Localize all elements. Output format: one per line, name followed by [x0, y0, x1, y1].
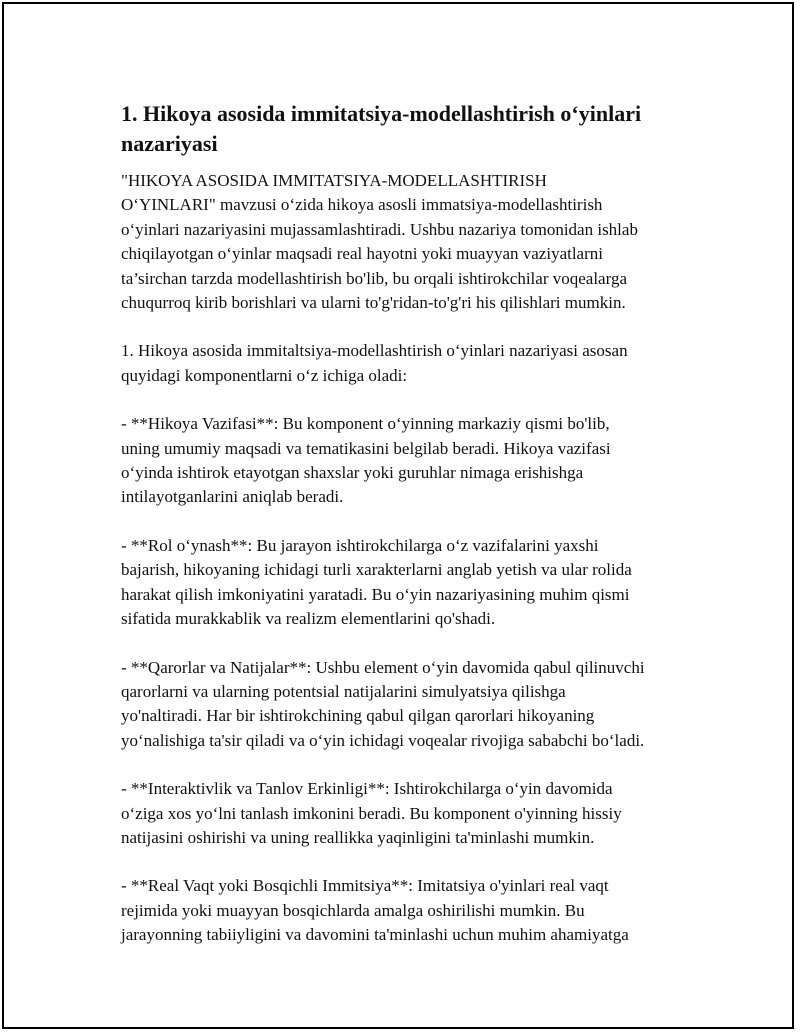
components-intro-paragraph: 1. Hikoya asosida immitaltsiya-modellashtirish o‘yinlari nazariyasi asosan quyidagi komponentlarni o‘z ichiga oladi:	[121, 341, 628, 385]
document-title: 1. Hikoya asosida immitatsiya-modellashtirish o‘yinlari nazariyasi	[121, 101, 642, 156]
component-role-play: - **Rol o‘ynash**: Bu jarayon ishtirokchilarga o‘z vazifalarini yaxshi bajarish, hikoyaning ichidagi turli xarakterlarni anglab yetish va ular rolida harakat qilish imkoniyatini yaratadi. Bu o‘yin nazariyasining muhim qismi sifatida murakkablik va realizm elementlarini qo'shadi.	[121, 535, 632, 629]
page-frame	[2, 2, 794, 1029]
component-story-task: - **Hikoya Vazifasi**: Bu komponent o‘yinning markaziy qismi bo'lib, uning umumiy maqsadi va tematikasini belgilab beradi. Hikoya vazifasi o‘yinda ishtirok etayotgan shaxslar yoki guruhlar nimaga erishishga intilayotganlarini aniqlab beradi.	[121, 414, 611, 507]
document-body	[121, 99, 701, 972]
intro-paragraph: "HIKOYA ASOSIDA IMMITATSIYA-MODELLASHTIRISH O‘YINLARI" mavzusi o‘zida hikoya asosli immatsiya-modellashtirish o‘yinlari nazariyasini mujassamlashtiradi. Ushbu nazariya tomonidan ishlab chiqilayotgan o‘yinlar maqsadi real hayotni yoki muayyan vaziyatlarni ta’sirchan tarzda modellashtirish bo'lib, bu orqali ishtirokchilar voqealarga chuqurroq kirib borishlari va ularni to'g'ridan-to'g'ri his qilishlari mumkin.	[121, 171, 638, 313]
component-real-time: - **Real Vaqt yoki Bosqichli Immitsiya**: Imitatsiya o'yinlari real vaqt rejimida yoki muayyan bosqichlarda amalga oshirilishi mumkin. Bu jarayonning tabiiyligini va davomini ta'minlashi uchun muhim ahamiyatga	[121, 876, 629, 945]
component-decisions-results: - **Qarorlar va Natijalar**: Ushbu element o‘yin davomida qabul qilinuvchi qarorlarni va ularning potentsial natijalarini simulyatsiya qilishga yo'naltiradi. Har bir ishtirokchining qabul qilgan qarorlari hikoyaning yo‘nalishiga ta'sir qiladi va o‘yin ichidagi voqealar rivojiga sababchi bo‘ladi.	[121, 657, 645, 750]
component-interactivity: - **Interaktivlik va Tanlov Erkinligi**: Ishtirokchilarga o‘yin davomida o‘ziga xos yo‘lni tanlash imkonini beradi. Bu komponent o'yinning hissiy natijasini oshirishi va uning reallikka yaqinligini ta'minlashi mumkin.	[121, 779, 622, 847]
